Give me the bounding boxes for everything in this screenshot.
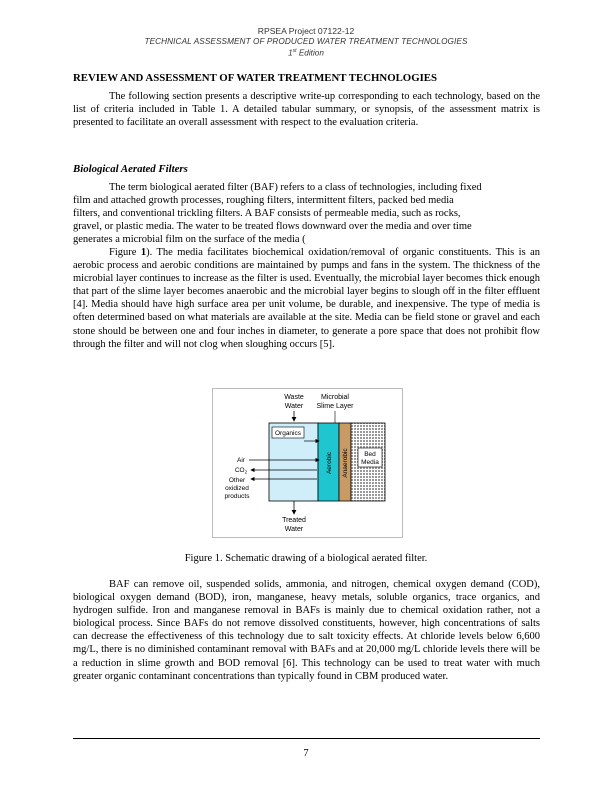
- products-label: products: [224, 493, 250, 500]
- header-title: TECHNICAL ASSESSMENT OF PRODUCED WATER TREATMENT TECHNOLOGIES: [144, 37, 468, 46]
- treated-water-label-2: Water: [284, 526, 304, 533]
- intro-paragraph: The following section presents a descriptive write-up corresponding to each technology, based on the list of criteria included in Table 1. A detailed tabular summary, or synopsis, of the assessment matrix is presented to facilitate an overall assessment with respect to the evaluation criteria.: [73, 91, 540, 129]
- page-number: 7: [303, 748, 309, 759]
- co2-text: CO: [234, 467, 245, 474]
- baf-p1-line: gravel, or plastic media. The water to be treated flows downward over the media and over time: [73, 221, 472, 233]
- treated-water-label-1: Treated: [282, 517, 306, 524]
- waste-water-label-1: Waste: [284, 394, 304, 401]
- baf-p2-text: ). The media facilitates biochemical oxidation/removal of organic constituents. This is an aerobic process and aerobic conditions are maintained by pumps and fans in the system. The thickness of the microbial layer continues to increase as the filter is used. Eventually, the microbial layer becomes thick enough that part of the slime layer becomes anaerobic and the microbial layer begins to slough off in the filter effluent [4]. Media should have high surface area per unit volume, be durable, and inexpensive. The type of media is often determined based on what materials are available at the site. Media can be field stone or gravel and each stone should be between one and four inches in diameter, to generate a pore space that does not prohibit flow through the filter and will not clog when sloughing occurs [5].: [73, 247, 541, 350]
- baf-paragraph-2: [73, 246, 540, 351]
- baf-p1-line: generates a microbial film on the surface of the media (: [73, 234, 306, 246]
- bed-label: Bed: [364, 451, 376, 458]
- figure-caption: Figure 1. Schematic drawing of a biological aerated filter.: [184, 553, 428, 564]
- baf-paragraph-3: BAF can remove oil, suspended solids, ammonia, and nitrogen, chemical oxygen demand (COD), biological oxygen demand (BOD), iron, manganese, heavy metals, soluble organics, trace organics, and hydrogen sulfide. Iron and manganese removal in BAFs is mainly due to chemical oxidation rather, not a biological process. Since BAFs do not remove dissolved constituents, however, high concentrations of salts can decrease the effectiveness of this technology due to salt toxicity effects. At chloride levels below 6,600 mg/L, there is no diminished contaminant removal with BAFs and at 20,000 mg/L chloride levels there will be a reduction in slime growth and BOD removal [6]. This technology can be used to treat water with much greater organic contaminant concentrations than typically found in CBM produced water.: [73, 579, 540, 682]
- edition-word: Edition: [298, 48, 324, 58]
- edition-suffix: st: [292, 48, 297, 54]
- subsection-heading: Biological Aerated Filters: [73, 163, 188, 175]
- co2-subscript: 2: [244, 469, 248, 475]
- baf-p1-line: The term biological aerated filter (BAF) refers to a class of technologies, including fixed: [109, 182, 482, 193]
- co2-label: [235, 467, 248, 475]
- baf-p1-line: filters, and conventional trickling filters. A BAF consists of permeable media, such as rocks,: [73, 208, 461, 220]
- figure-reference-number: 1: [140, 247, 147, 258]
- baf-schematic-svg: [213, 389, 402, 537]
- baf-schematic-figure: [212, 388, 403, 538]
- slime-label-2: Slime Layer: [316, 403, 354, 410]
- air-label: [237, 457, 246, 464]
- aerobic-label: Aerobic: [326, 451, 333, 475]
- edition-number: 1: [288, 48, 293, 58]
- header-project: RPSEA Project 07122-12: [257, 26, 355, 36]
- waste-water-label-2: Water: [284, 403, 304, 410]
- section-heading: REVIEW AND ASSESSMENT OF WATER TREATMENT TECHNOLOGIES: [73, 72, 438, 84]
- baf-p1-line: film and attached growth processes, roughing filters, intermittent filters, packed bed media: [73, 195, 454, 207]
- media-label: Media: [361, 459, 379, 466]
- anaerobic-label: Anaerobic: [342, 448, 349, 478]
- footer-rule: [73, 738, 540, 739]
- organics-label: Organics: [274, 430, 302, 437]
- other-label: Other: [228, 477, 246, 484]
- header-edition: [0, 48, 612, 58]
- oxidized-label: oxidized: [225, 485, 249, 492]
- baf-paragraph-1: [73, 181, 540, 246]
- slime-label-1: Microbial: [320, 394, 350, 401]
- figure-reference-word: Figure: [109, 247, 137, 258]
- air-text: Air: [237, 457, 245, 464]
